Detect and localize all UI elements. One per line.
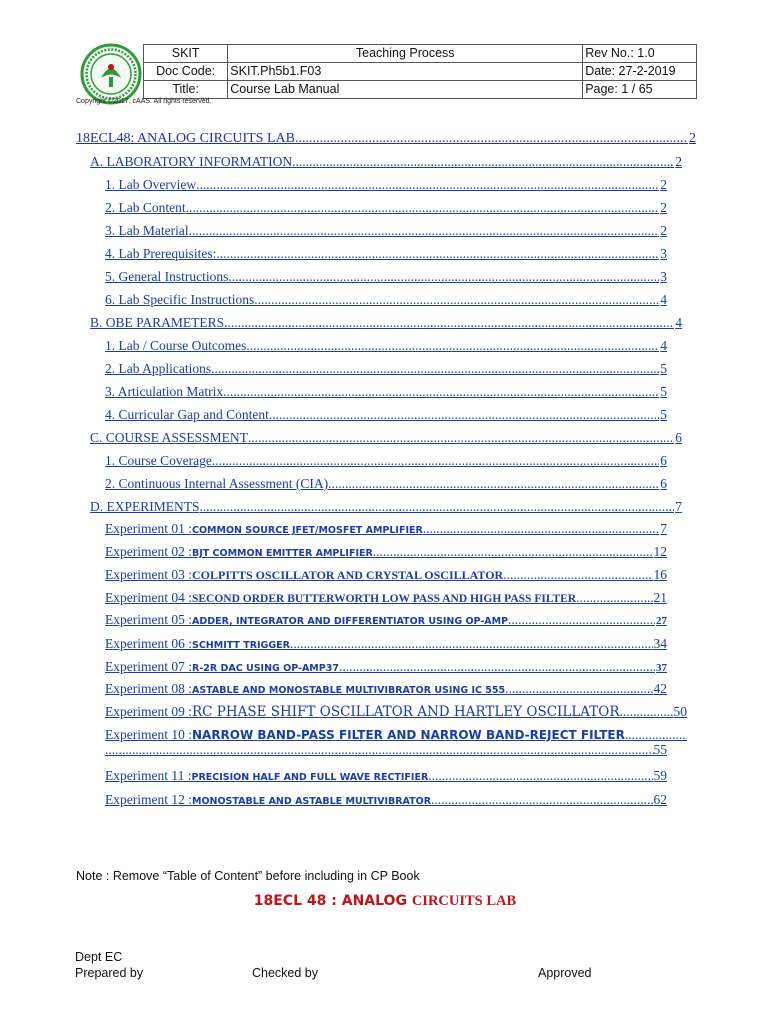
header-page: Page: 1 / 65 <box>583 81 697 99</box>
copyright-notice: Copyright ©2017. cAAS. All rights reserved. <box>76 98 212 105</box>
toc-lab-applications[interactable]: 2. Lab Applications ..... 5 <box>105 361 667 377</box>
toc-lab-material[interactable]: 3. Lab Material ..... 2 <box>105 223 667 239</box>
toc-course-coverage[interactable]: 1. Course Coverage ..... 6 <box>105 453 667 469</box>
checked-by-label: Checked by <box>252 966 319 980</box>
toc-lab-prerequisites[interactable]: 4. Lab Prerequisites: ..... 3 <box>105 246 667 262</box>
toc-lab-specific-instructions[interactable]: 6. Lab Specific Instructions ..... 4 <box>105 292 667 308</box>
header-doc-code-label: Doc Code: <box>144 63 228 81</box>
toc-lab-content[interactable]: 2. Lab Content ..... 2 <box>105 200 667 216</box>
dept-label: Dept EC <box>75 950 123 964</box>
approved-label: Approved <box>538 966 592 980</box>
toc-experiment-05[interactable]: Experiment 05 : ADDER, INTEGRATOR AND DIFFERENTIATOR USING OP-AMP ..... 27 <box>105 612 667 628</box>
toc-experiment-08[interactable]: Experiment 08 : ASTABLE AND MONOSTABLE MULTIVIBRATOR USING IC 555 ..... 42 <box>105 681 667 697</box>
toc-experiment-09[interactable]: Experiment 09 : RC PHASE SHIFT OSCILLATOR AND HARTLEY OSCILLATOR ..... 50 <box>105 704 687 720</box>
header-title-label: Title: <box>144 81 228 99</box>
toc-curricular-gap[interactable]: 4. Curricular Gap and Content ..... 5 <box>105 407 667 423</box>
toc-experiment-04[interactable]: Experiment 04 : SECOND ORDER BUTTERWORTH LOW PASS AND HIGH PASS FILTER ..... 21 <box>105 590 667 606</box>
toc-experiment-10-continuation[interactable]: ..... 55 <box>105 742 667 758</box>
prepared-by-label: Prepared by <box>75 966 144 980</box>
toc-general-instructions[interactable]: 5. General Instructions ..... 3 <box>105 269 667 285</box>
toc-section-a[interactable]: A. LABORATORY INFORMATION ..... 2 <box>90 154 682 170</box>
note-text: Note : Remove “Table of Content” before including in CP Book <box>76 869 420 883</box>
toc-articulation-matrix[interactable]: 3. Articulation Matrix ..... 5 <box>105 384 667 400</box>
toc-experiment-03[interactable]: Experiment 03 : COLPITTS OSCILLATOR AND CRYSTAL OSCILLATOR ..... 16 <box>105 567 667 583</box>
toc-cia[interactable]: 2. Continuous Internal Assessment (CIA) ..... 6 <box>105 476 667 492</box>
toc-root-link[interactable]: 18ECL48: ANALOG CIRCUITS LAB ..... 2 <box>76 131 696 147</box>
toc-experiment-10[interactable]: Experiment 10 : NARROW BAND-PASS FILTER AND NARROW BAND-REJECT FILTER ..... <box>105 727 687 743</box>
toc-course-outcomes[interactable]: 1. Lab / Course Outcomes ..... 4 <box>105 338 667 354</box>
toc-lab-overview[interactable]: 1. Lab Overview ..... 2 <box>105 177 667 193</box>
header-date: Date: 27-2-2019 <box>583 63 697 81</box>
toc-experiment-07[interactable]: Experiment 07 : R-2R DAC USING OP-AMP37 ..... 37 <box>105 659 667 675</box>
toc-section-b[interactable]: B. OBE PARAMETERS ..... 4 <box>90 315 682 331</box>
header-process: Teaching Process <box>228 45 583 63</box>
header-revision: Rev No.: 1.0 <box>583 45 697 63</box>
document-header-table <box>143 44 697 99</box>
header-institute: SKIT <box>144 45 228 63</box>
toc-experiment-06[interactable]: Experiment 06 : SCHMITT TRIGGER ..... 34 <box>105 636 667 652</box>
footer-course-title: 18ECL 48 : ANALOG CIRCUITS LAB <box>253 893 517 909</box>
toc-experiment-02[interactable]: Experiment 02 : BJT COMMON EMITTER AMPLIFIER ..... 12 <box>105 544 667 560</box>
toc-experiment-01[interactable]: Experiment 01 : COMMON SOURCE JFET/MOSFET AMPLIFIER ..... 7 <box>105 521 667 537</box>
toc-experiment-11[interactable]: Experiment 11 : PRECISION HALF AND FULL WAVE RECTIFIER ..... 59 <box>105 768 667 784</box>
toc-section-c[interactable]: C. COURSE ASSESSMENT ..... 6 <box>90 430 682 446</box>
college-seal-logo <box>78 43 144 105</box>
header-doc-code: SKIT.Ph5b1.F03 <box>228 63 583 81</box>
header-title: Course Lab Manual <box>228 81 583 99</box>
toc-section-d[interactable]: D. EXPERIMENTS ..... 7 <box>90 499 682 515</box>
toc-experiment-12[interactable]: Experiment 12 : MONOSTABLE AND ASTABLE MULTIVIBRATOR ..... 62 <box>105 792 667 808</box>
